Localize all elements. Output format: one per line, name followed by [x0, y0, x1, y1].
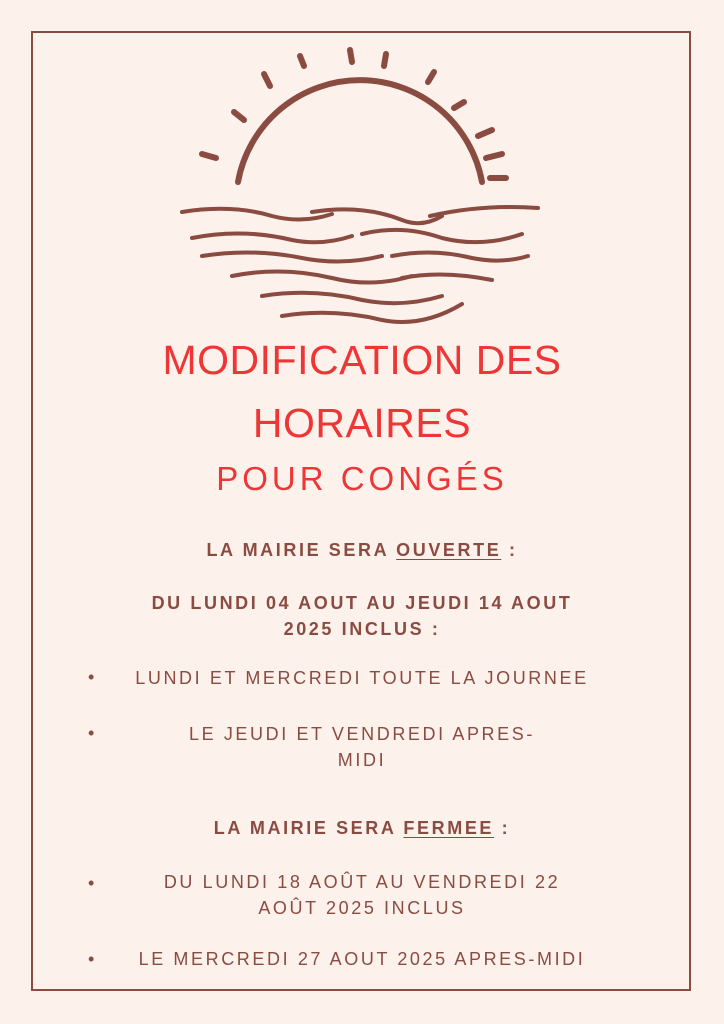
open-heading-prefix: LA MAIRIE SERA	[206, 540, 397, 560]
title-line-1: MODIFICATION DES	[162, 337, 562, 383]
bullet-icon: •	[88, 949, 95, 969]
open-period-line-1: DU LUNDI 04 AOUT AU JEUDI 14 AOUT	[151, 593, 573, 613]
subtitle: POUR CONGÉS	[216, 460, 508, 497]
bullet-icon: •	[88, 667, 95, 687]
open-item-2-line-2: MIDI	[337, 750, 387, 770]
closed-item-1-line-1: DU LUNDI 18 AOÛT AU VENDREDI 22	[163, 872, 561, 892]
bullet-icon: •	[88, 873, 95, 893]
closed-heading-suffix: :	[494, 818, 511, 838]
closed-item-1-line-2: AOÛT 2025 INCLUS	[258, 898, 466, 918]
closed-heading	[0, 815, 724, 841]
open-heading-suffix: :	[501, 540, 518, 560]
title-line-2: HORAIRES	[252, 400, 472, 446]
open-item-1: LUNDI ET MERCREDI TOUTE LA JOURNEE	[135, 668, 589, 688]
open-period-line-2: 2025 INCLUS :	[283, 619, 441, 639]
open-item-2-line-1: LE JEUDI ET VENDREDI APRES-	[189, 724, 535, 744]
bullet-icon: •	[88, 723, 95, 743]
closed-heading-prefix: LA MAIRIE SERA	[213, 818, 404, 838]
open-heading	[0, 537, 724, 563]
sunset-over-water-icon	[172, 44, 548, 344]
closed-item-2: LE MERCREDI 27 AOUT 2025 APRES-MIDI	[138, 949, 586, 969]
closed-heading-keyword: FERMEE	[403, 818, 495, 838]
open-heading-keyword: OUVERTE	[396, 540, 502, 560]
